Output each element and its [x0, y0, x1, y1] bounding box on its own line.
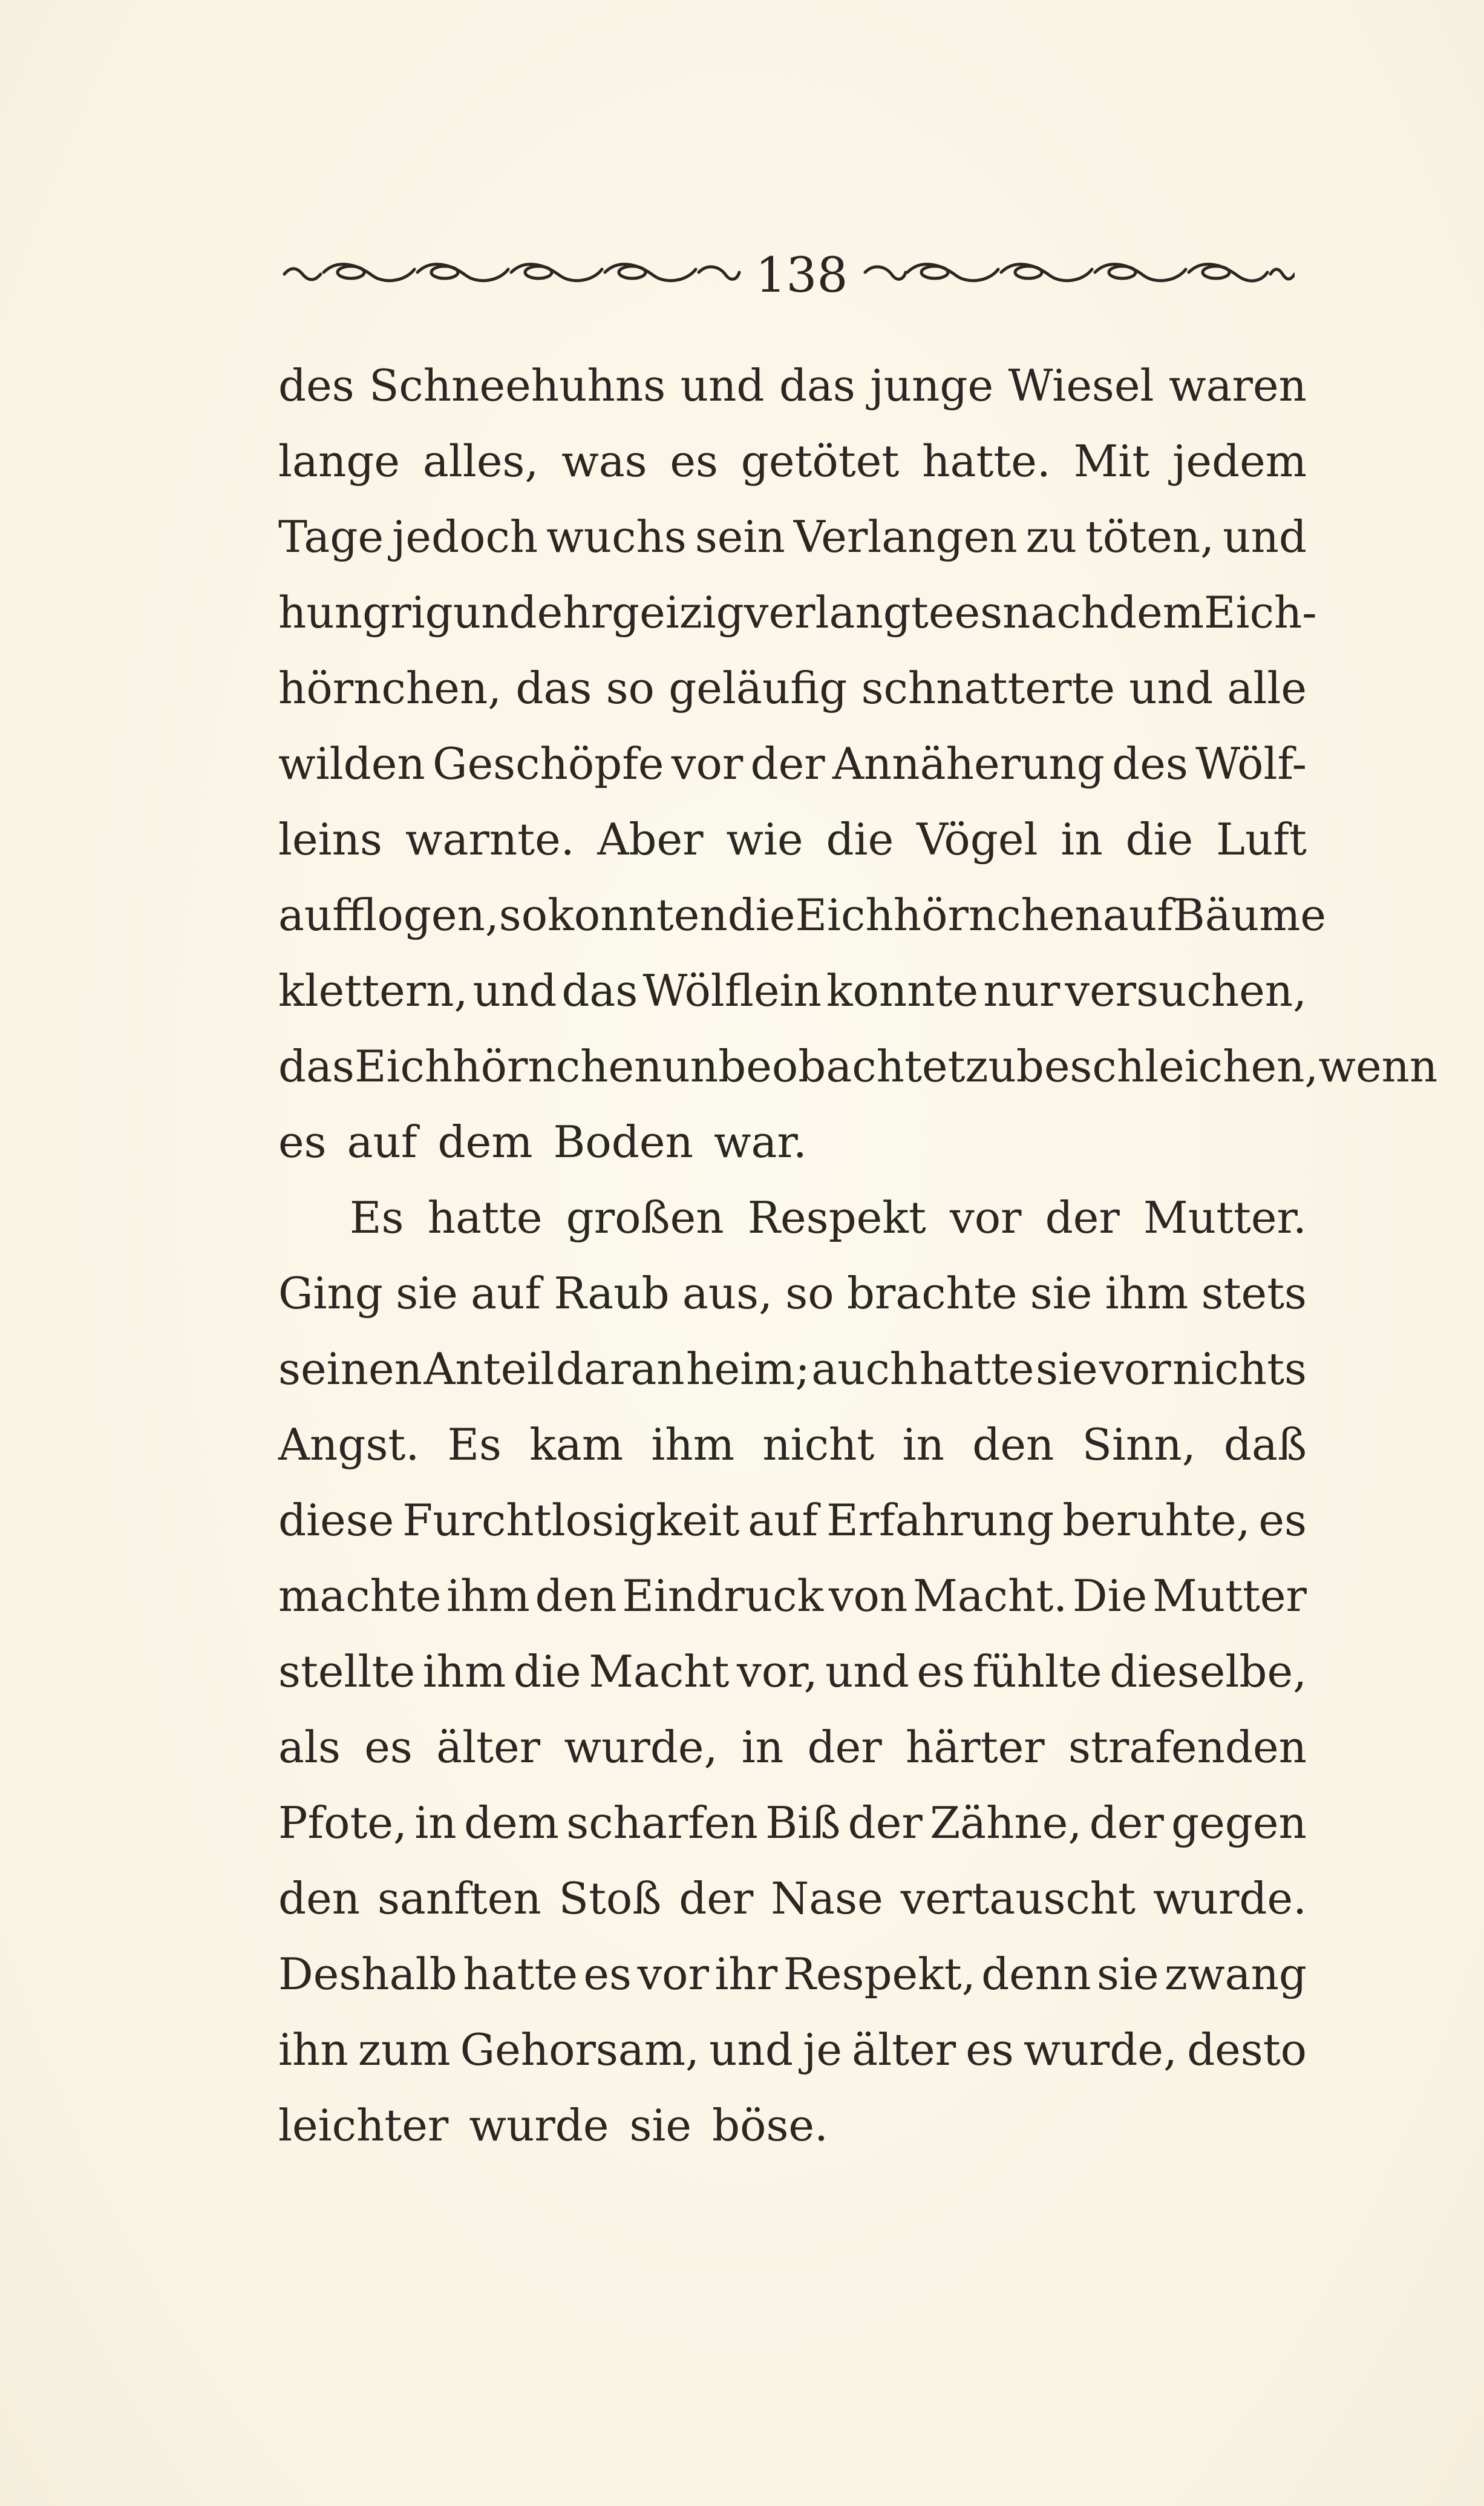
- page-header: [278, 245, 1307, 306]
- word: jedem: [1172, 436, 1307, 487]
- word: Bäume: [1172, 890, 1326, 940]
- word: ihm: [1105, 1268, 1189, 1319]
- word: sie: [629, 2100, 692, 2151]
- word: und: [825, 1646, 909, 1697]
- word: sanften: [377, 1873, 541, 1924]
- word: seinen: [278, 1343, 422, 1394]
- word: die: [826, 814, 894, 865]
- word: das: [779, 360, 855, 411]
- word: des: [1112, 738, 1188, 789]
- word: wilden: [278, 738, 425, 789]
- word: aufflogen,: [278, 890, 499, 940]
- word: so: [498, 890, 548, 940]
- word: leichter: [278, 2100, 449, 2151]
- page-number: 138: [755, 247, 848, 303]
- word: Deshalb: [278, 1949, 457, 1999]
- word: Furchtlosigkeit: [402, 1495, 740, 1546]
- word: es: [583, 1949, 632, 1999]
- word: schnatterte: [861, 663, 1115, 713]
- word: es: [966, 2024, 1014, 2075]
- word: sie: [1096, 1949, 1159, 1999]
- text-line: [278, 1634, 1307, 1710]
- text-line: [278, 2088, 1307, 2163]
- word: so: [785, 1268, 834, 1319]
- word: ihm: [651, 1419, 735, 1470]
- word: kam: [529, 1419, 624, 1470]
- word: es: [670, 436, 718, 487]
- word: und: [680, 360, 765, 411]
- word: jedoch: [392, 511, 538, 562]
- word: sein: [695, 511, 785, 562]
- word: als: [278, 1722, 341, 1773]
- word: ihn: [278, 2024, 348, 2075]
- word: auf: [748, 1495, 819, 1546]
- word: Pfote,: [278, 1797, 407, 1848]
- text-line: [278, 1937, 1307, 2012]
- word: diese: [278, 1495, 394, 1546]
- word: Angst.: [278, 1419, 420, 1470]
- word: sie: [1035, 1343, 1098, 1394]
- text-line: [278, 1483, 1307, 1558]
- word: es: [364, 1722, 413, 1773]
- word: hatte.: [922, 436, 1051, 487]
- word: Eindruck: [622, 1570, 824, 1621]
- word: töten,: [1085, 511, 1215, 562]
- word: Boden: [553, 1117, 693, 1167]
- word: und: [1223, 511, 1307, 562]
- word: Nase: [771, 1873, 883, 1924]
- word: daran: [555, 1343, 685, 1394]
- text-line: [278, 802, 1307, 877]
- word: und: [1129, 663, 1214, 713]
- word: es: [954, 587, 1003, 638]
- text-line: [278, 877, 1326, 953]
- word: großen: [566, 1192, 724, 1243]
- word: der: [1045, 1192, 1120, 1243]
- word: daß: [1223, 1419, 1307, 1470]
- word: Eichhörnchen: [354, 1041, 662, 1092]
- word: heim;: [686, 1343, 810, 1394]
- word: je: [803, 2024, 842, 2075]
- word: ehrgeizig: [537, 587, 744, 638]
- word: Annäherung: [832, 738, 1105, 789]
- word: Tage: [278, 511, 384, 562]
- word: den: [535, 1570, 617, 1621]
- text-line: [278, 1029, 1438, 1104]
- word: Eichhörnchen: [795, 890, 1103, 940]
- word: der: [750, 738, 825, 789]
- text-line: [278, 651, 1307, 726]
- word: auf: [471, 1268, 541, 1319]
- text-line: [278, 1785, 1307, 1861]
- word: klettern,: [278, 965, 468, 1016]
- word: Wölf-: [1195, 738, 1307, 789]
- word: zum: [358, 2024, 451, 2075]
- word: Luft: [1216, 814, 1307, 865]
- text-line: [278, 1331, 1307, 1407]
- word: Wiesel: [1008, 360, 1154, 411]
- word: in: [414, 1797, 457, 1848]
- text-line: [278, 424, 1307, 499]
- word: Stoß: [558, 1873, 662, 1924]
- word: ihm: [422, 1646, 506, 1697]
- word: wuchs: [546, 511, 687, 562]
- word: scharfen: [566, 1797, 758, 1848]
- word: und: [453, 587, 537, 638]
- word: der: [848, 1797, 923, 1848]
- word: unbeobachtet: [662, 1041, 966, 1092]
- word: vor: [637, 1949, 709, 1999]
- word: Vögel: [917, 814, 1038, 865]
- word: Gehorsam,: [460, 2024, 699, 2075]
- word: stellte: [278, 1646, 416, 1697]
- text-line: [278, 1710, 1307, 1785]
- word: Es: [350, 1192, 404, 1243]
- word: ihm: [446, 1570, 530, 1621]
- word: hungrig: [278, 587, 453, 638]
- word: desto: [1187, 2024, 1307, 2075]
- word: gegen: [1171, 1797, 1307, 1848]
- word: vor: [950, 1192, 1022, 1243]
- text-line: [278, 1558, 1307, 1634]
- word: hörnchen,: [278, 663, 502, 713]
- word: auch: [811, 1343, 918, 1394]
- text-line: [278, 1256, 1307, 1331]
- text-line: [278, 348, 1307, 424]
- word: wurde,: [1023, 2024, 1177, 2075]
- word: das: [278, 1041, 355, 1092]
- word: der: [807, 1722, 882, 1773]
- word: den: [972, 1419, 1054, 1470]
- text-line: [278, 499, 1307, 575]
- word: warnte.: [405, 814, 575, 865]
- word: Eich-: [1204, 587, 1317, 638]
- word: getötet: [740, 436, 900, 487]
- word: vertauscht: [900, 1873, 1136, 1924]
- word: hatte: [463, 1949, 578, 1999]
- word: böse.: [712, 2100, 828, 2151]
- word: Ging: [278, 1268, 384, 1319]
- word: Die: [1072, 1570, 1148, 1621]
- word: Sinn,: [1082, 1419, 1196, 1470]
- word: lange: [278, 436, 400, 487]
- word: Mit: [1073, 436, 1150, 487]
- word: der: [1089, 1797, 1164, 1848]
- word: sie: [1030, 1268, 1093, 1319]
- word: in: [741, 1722, 784, 1773]
- word: beruhte,: [1062, 1495, 1250, 1546]
- word: hatte: [919, 1343, 1035, 1394]
- word: alle: [1227, 663, 1307, 713]
- word: versuchen,: [1065, 965, 1307, 1016]
- word: nichts: [1172, 1343, 1307, 1394]
- word: denn: [981, 1949, 1091, 1999]
- word: von: [828, 1570, 908, 1621]
- scroll-ornament-icon: [278, 257, 744, 287]
- word: sie: [396, 1268, 458, 1319]
- word: konnten: [548, 890, 728, 940]
- word: geläufig: [668, 663, 848, 713]
- word: konnte: [826, 965, 979, 1016]
- text-line: [278, 2012, 1307, 2088]
- word: dem: [437, 1117, 533, 1167]
- word: Geschöpfe: [433, 738, 664, 789]
- word: strafenden: [1068, 1722, 1307, 1773]
- text-line: [278, 953, 1307, 1029]
- word: Schneehuhns: [369, 360, 666, 411]
- word: Es: [447, 1419, 502, 1470]
- word: wurde: [469, 2100, 609, 2151]
- word: älter: [436, 1722, 541, 1773]
- text-line: [278, 1180, 1307, 1256]
- word: brachte: [846, 1268, 1018, 1319]
- body-text: [278, 348, 1438, 2163]
- word: junge: [870, 360, 994, 411]
- word: leins: [278, 814, 382, 865]
- word: und: [472, 965, 557, 1016]
- word: Macht.: [912, 1570, 1068, 1621]
- word: nicht: [762, 1419, 875, 1470]
- word: es: [278, 1117, 327, 1167]
- word: Verlangen: [793, 511, 1018, 562]
- word: die: [513, 1646, 581, 1697]
- word: stets: [1201, 1268, 1307, 1319]
- word: härter: [906, 1722, 1045, 1773]
- word: ihr: [714, 1949, 778, 1999]
- text-line: [278, 1861, 1307, 1937]
- word: dem: [463, 1797, 559, 1848]
- word: in: [1061, 814, 1103, 865]
- word: und: [709, 2024, 793, 2075]
- word: in: [902, 1419, 945, 1470]
- word: es: [917, 1646, 965, 1697]
- word: dieselbe,: [1110, 1646, 1307, 1697]
- word: den: [278, 1873, 361, 1924]
- word: was: [561, 436, 647, 487]
- word: die: [727, 890, 796, 940]
- text-line: [278, 575, 1317, 651]
- word: vor: [1099, 1343, 1171, 1394]
- word: Macht: [589, 1646, 730, 1697]
- word: fühlte: [972, 1646, 1102, 1697]
- word: es: [1258, 1495, 1307, 1546]
- word: das: [515, 663, 592, 713]
- word: Raub: [554, 1268, 670, 1319]
- word: waren: [1168, 360, 1307, 411]
- word: wenn: [1318, 1041, 1438, 1092]
- word: die: [1125, 814, 1194, 865]
- word: dem: [1109, 587, 1204, 638]
- word: Mutter: [1152, 1570, 1307, 1621]
- word: Respekt,: [783, 1949, 976, 1999]
- word: Zähne,: [930, 1797, 1082, 1848]
- word: verlangte: [744, 587, 955, 638]
- word: machte: [278, 1570, 442, 1621]
- word: auf: [1102, 890, 1173, 940]
- word: Mutter.: [1143, 1192, 1307, 1243]
- word: Erfahrung: [826, 1495, 1054, 1546]
- word: zwang: [1165, 1949, 1307, 1999]
- word: wurde.: [1152, 1873, 1307, 1924]
- word: Aber: [597, 814, 704, 865]
- word: hatte: [427, 1192, 543, 1243]
- word: wurde,: [564, 1722, 718, 1773]
- word: auf: [347, 1117, 417, 1167]
- word: der: [679, 1873, 754, 1924]
- text-line: [278, 1407, 1307, 1483]
- text-line: [278, 726, 1307, 802]
- word: nur: [983, 965, 1061, 1016]
- word: Wölflein: [642, 965, 822, 1016]
- word: nach: [1002, 587, 1110, 638]
- word: das: [561, 965, 638, 1016]
- word: zu: [1025, 511, 1077, 562]
- text-line: [278, 1104, 1307, 1180]
- word: so: [606, 663, 655, 713]
- word: vor: [671, 738, 744, 789]
- word: wie: [726, 814, 803, 865]
- word: aus,: [682, 1268, 773, 1319]
- word: zu: [965, 1041, 1016, 1092]
- scroll-ornament-icon: [859, 257, 1295, 287]
- word: alles,: [422, 436, 539, 487]
- word: älter: [852, 2024, 956, 2075]
- word: Respekt: [747, 1192, 926, 1243]
- word: vor,: [737, 1646, 818, 1697]
- word: Anteil: [423, 1343, 555, 1394]
- word: Biß: [765, 1797, 841, 1848]
- word: beschleichen,: [1016, 1041, 1319, 1092]
- word: war.: [713, 1117, 807, 1167]
- word: des: [278, 360, 355, 411]
